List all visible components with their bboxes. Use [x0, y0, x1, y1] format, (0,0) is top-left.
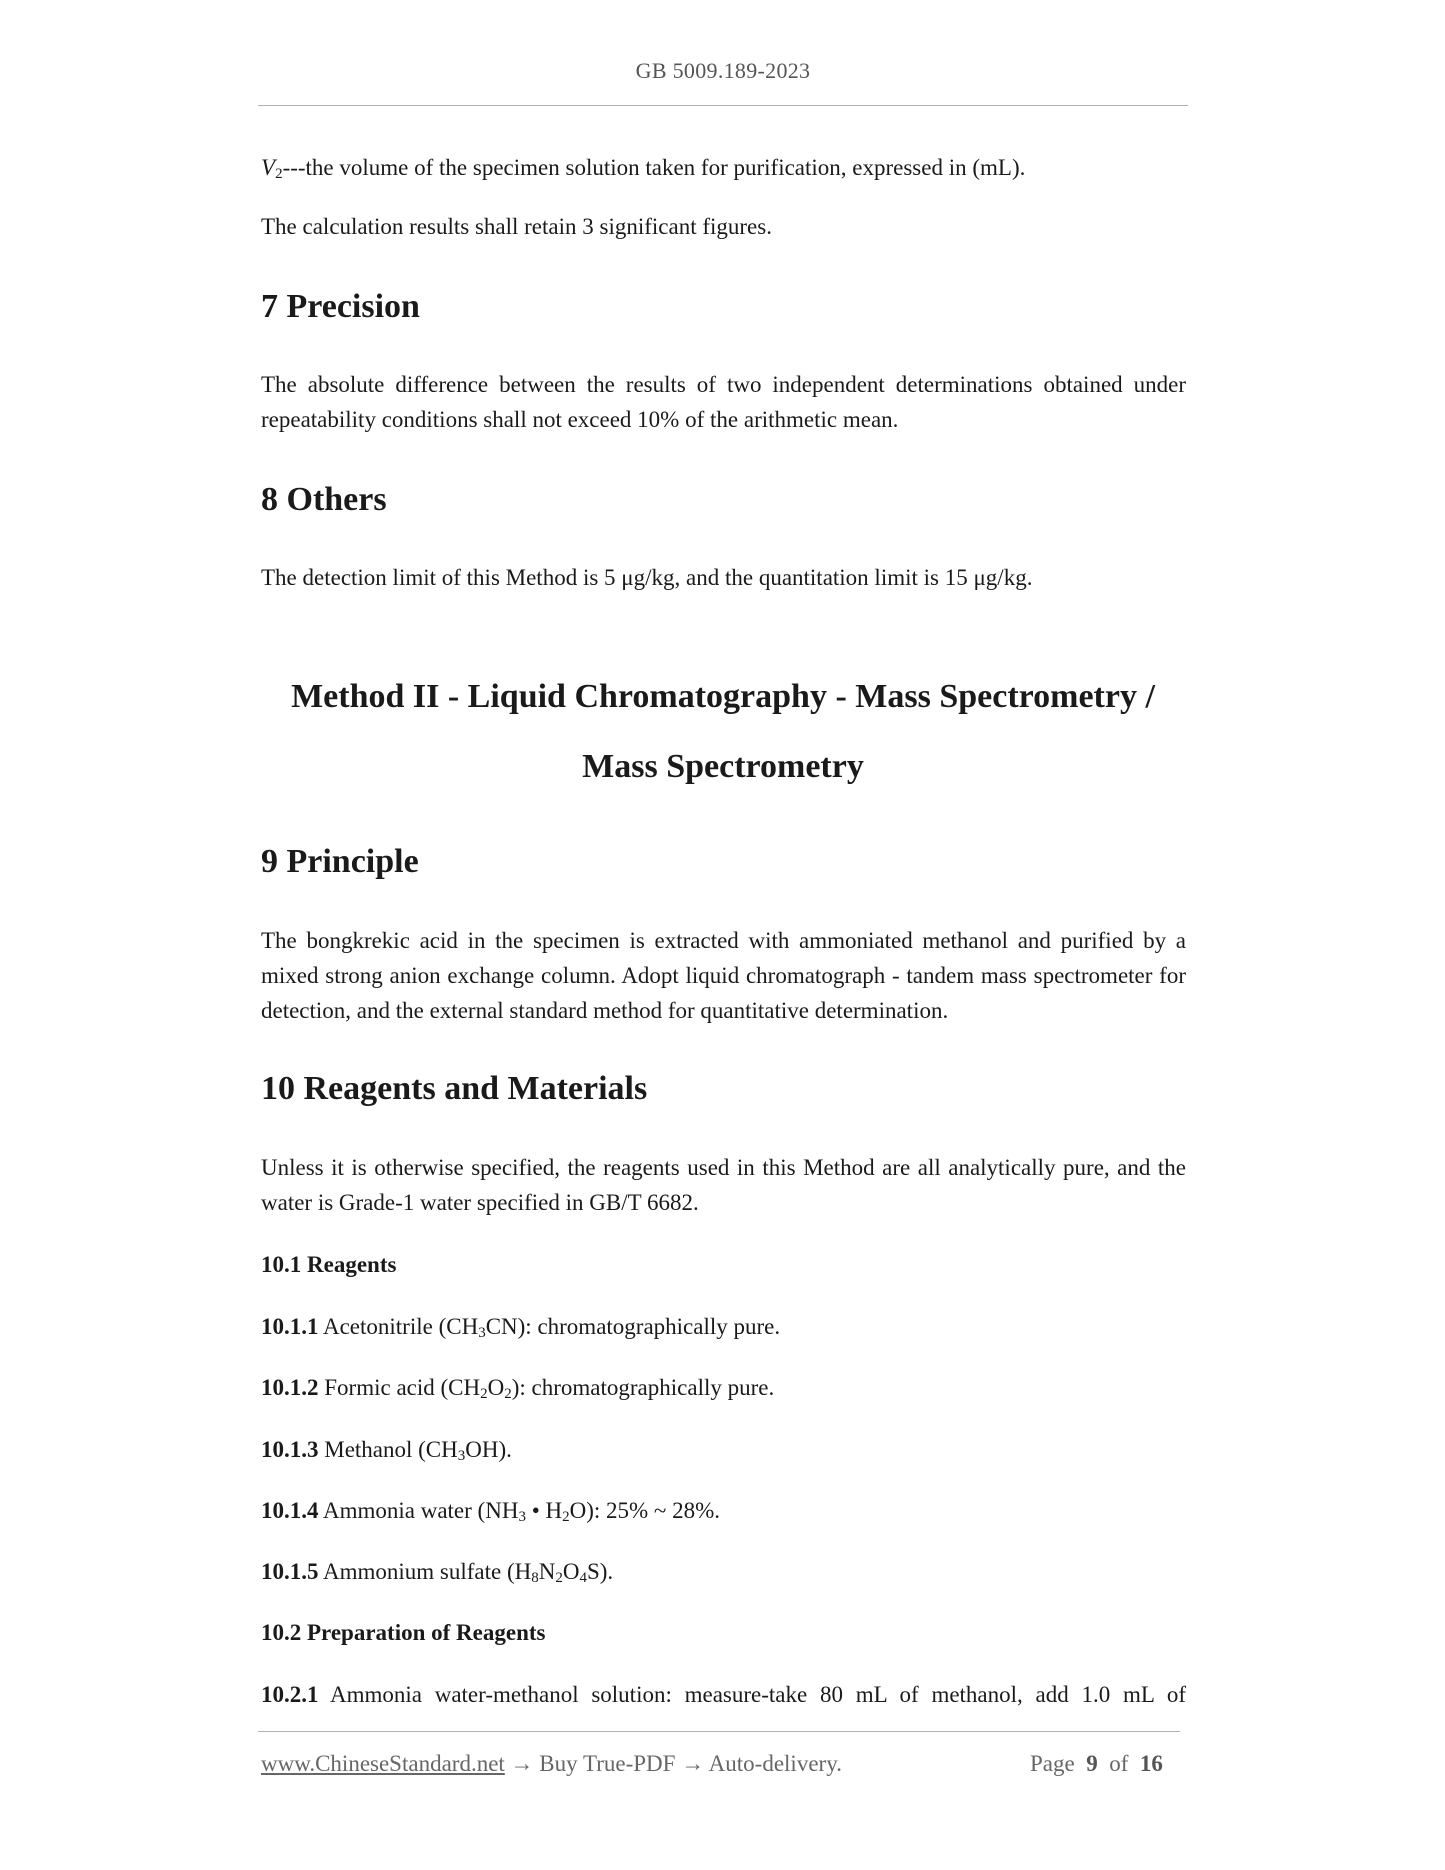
method-2-title-line-1: Method II - Liquid Chromatography - Mass Spectrometry /	[291, 678, 1155, 715]
calculation-results-note: The calculation results shall retain 3 significant figures.	[261, 214, 772, 239]
section-8-text: The detection limit of this Method is 5 μg/kg, and the quantitation limit is 15 μg/kg.	[261, 565, 1033, 590]
section-9-heading: 9 Principle	[261, 843, 419, 880]
page-total: 16	[1139, 1751, 1163, 1776]
reagent-10-1-2-number: 10.1.2	[261, 1375, 319, 1400]
method-2-title	[258, 662, 1188, 802]
reagent-10-1-2: 10.1.2 Formic acid $(CH_2O_2)$: chromatographically pure.	[261, 1375, 775, 1402]
footer-promo	[261, 1751, 842, 1777]
section-10-heading: 10 Reagents and Materials	[261, 1070, 648, 1107]
reagent-10-1-3: 10.1.3 Methanol $(CH_3OH)$.	[261, 1437, 512, 1464]
section-10-text: Unless it is otherwise specified, the reagents used in this Method are all analytically pure, and the water is Grade-1 water specified in GB/T 6682.	[261, 1155, 1186, 1215]
section-9-text: The bongkrekic acid in the specimen is extracted with ammoniated methanol and purified by a mixed strong anion exchange column. Adopt liquid chromatograph - tandem mass spectrometer for detection, and the external standard method for quantitative determination.	[261, 928, 1186, 1023]
header-divider	[258, 105, 1188, 106]
section-7-heading: 7 Precision	[261, 288, 420, 325]
page-number	[1030, 1751, 1163, 1777]
reagent-10-1-5: 10.1.5 Ammonium sulfate $(H_8N_2O_4S)$.	[261, 1559, 614, 1586]
v2-variable: V	[261, 155, 276, 180]
page-current: 9	[1086, 1751, 1098, 1776]
v2-definition	[261, 150, 1186, 185]
preparation-10-2-1-number: 10.2.1	[261, 1682, 319, 1707]
v2-subscript: 2	[275, 166, 283, 182]
auto-delivery-text: Auto-delivery.	[708, 1751, 842, 1776]
section-8-heading: 8 Others	[261, 481, 387, 518]
page-of-label: of	[1109, 1751, 1129, 1776]
reagent-10-1-4: 10.1.4 Ammonia water ($NH_3$ • $H_2O$): 25% ~ 28%.	[261, 1498, 721, 1525]
reagent-10-1-1: 10.1.1 Acetonitrile $(CH_3CN)$: chromatographically pure.	[261, 1314, 781, 1341]
reagent-10-1-5-number: 10.1.5	[261, 1559, 319, 1584]
section-7-text: The absolute difference between the results of two independent determinations obtained under repeatability conditions shall not exceed 10% of the arithmetic mean.	[261, 372, 1186, 432]
website-link[interactable]: www.ChineseStandard.net	[261, 1751, 505, 1776]
reagent-10-1-1-number: 10.1.1	[261, 1314, 319, 1339]
section-10-1-heading: 10.1 Reagents	[261, 1252, 397, 1277]
page-header: GB 5009.189-2023	[635, 58, 811, 83]
arrow-right-icon: →	[675, 1751, 709, 1776]
reagent-10-1-4-number: 10.1.4	[261, 1498, 319, 1523]
footer-divider	[258, 1731, 1180, 1732]
arrow-right-icon: →	[504, 1751, 540, 1776]
page-label: Page	[1030, 1751, 1075, 1776]
reagent-10-1-3-number: 10.1.3	[261, 1437, 319, 1462]
method-2-title-line-2: Mass Spectrometry	[582, 748, 864, 785]
section-10-2-heading: 10.2 Preparation of Reagents	[261, 1620, 546, 1645]
preparation-10-2-1: 10.2.1 Ammonia water-methanol solution: measure-take 80 mL of methanol, add 1.0 mL of	[261, 1682, 1186, 1707]
buy-pdf-text: Buy True-PDF	[539, 1751, 676, 1776]
v2-definition-text: ---the volume of the specimen solution taken for purification, expressed in (mL).	[282, 155, 1026, 180]
